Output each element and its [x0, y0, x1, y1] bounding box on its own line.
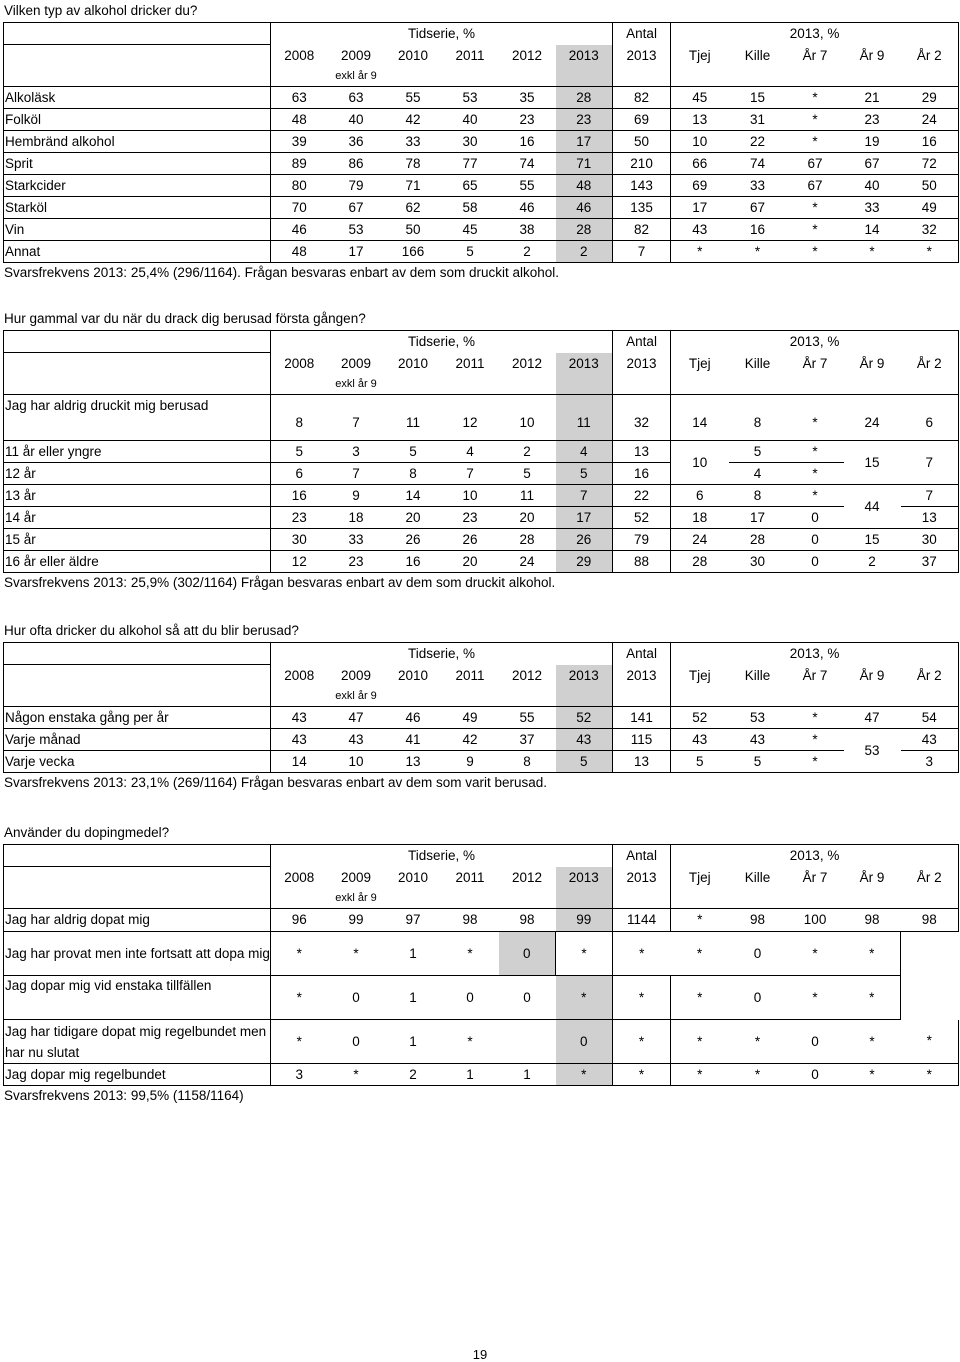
header-tidserie: Tidserie, % [271, 845, 613, 867]
merged-cell: 10 [671, 441, 729, 485]
page-number: 19 [472, 1347, 488, 1362]
year-header: 2008 [284, 869, 315, 885]
year-header: 2011 [455, 47, 485, 63]
table-row: Varje vecka 14 10 13 9 8 5 13 5 5 * 3 [4, 751, 959, 773]
header-blank [4, 67, 271, 87]
header-antal: Antal [613, 845, 671, 867]
tjej-header: Tjej [671, 45, 729, 67]
table-row: Jag har aldrig druckit mig berusad 8 7 11 12 10 11 32 14 8 * 24 6 [4, 395, 959, 441]
ar7-header: År 7 [802, 355, 828, 371]
ar2-header: År 2 [901, 867, 959, 889]
section-first-drunk-age [3, 308, 958, 593]
section-doping [3, 822, 958, 1106]
header-blank [4, 687, 271, 707]
table-row: Annat 48 17 166 5 2 2 7 * * * * * [4, 241, 959, 263]
merged-cell: 44 [844, 485, 901, 529]
year-header: 2011 [455, 667, 485, 683]
year-header: 2009 [340, 667, 372, 683]
antal-year-header: 2013 [613, 867, 671, 889]
first-drunk-age-table [3, 330, 959, 573]
table-row: Starköl 70 67 62 58 46 46 135 17 67 * 33 49 [4, 197, 959, 219]
response-rate-note: Svarsfrekvens 2013: 23,1% (269/1164) Frågan besvaras enbart av dem som varit berusad. [4, 775, 548, 790]
header-2013pct: 2013, % [671, 23, 959, 45]
response-rate-note: Svarsfrekvens 2013: 25,9% (302/1164) Frågan besvaras enbart av dem som druckit alkohol. [4, 575, 556, 590]
header-antal: Antal [613, 643, 671, 665]
year-header: 2010 [397, 667, 429, 683]
header-2013pct: 2013, % [671, 331, 959, 353]
year-header: 2013 [556, 353, 613, 375]
kille-header: Kille [744, 47, 771, 63]
doping-table [3, 844, 959, 1086]
header-blank [4, 45, 271, 67]
section-alcohol-type [3, 0, 958, 283]
year-header: 2010 [397, 47, 429, 63]
ar7-header: År 7 [802, 869, 828, 885]
year-header: 2008 [284, 355, 315, 371]
kille-header: Kille [744, 667, 771, 683]
table-row: Hembränd alkohol 39 36 33 30 16 17 50 10 22 * 19 16 [4, 131, 959, 153]
year-header: 2009 [340, 869, 372, 885]
table-row: 11 år eller yngre 5 3 5 4 2 4 13 10 5 * 15 7 [4, 441, 959, 463]
merged-cell: 15 [844, 441, 901, 485]
table-row: Folköl 48 40 42 40 23 23 69 13 31 * 23 24 [4, 109, 959, 131]
exkl-note: exkl år 9 [328, 67, 385, 87]
year-header: 2013 [556, 665, 613, 687]
exkl-note: exkl år 9 [328, 889, 385, 909]
tjej-header: Tjej [671, 867, 729, 889]
ar2-header: År 2 [901, 665, 959, 687]
header-antal: Antal [613, 23, 671, 45]
table-row: 15 år 30 33 26 26 28 26 79 24 28 0 15 30 [4, 529, 959, 551]
antal-year-header: 2013 [613, 665, 671, 687]
header-2013pct: 2013, % [671, 845, 959, 867]
table-row: Sprit 89 86 78 77 74 71 210 66 74 67 67 72 [4, 153, 959, 175]
year-header: 2012 [511, 869, 543, 885]
table-row: 16 år eller äldre 12 23 16 20 24 29 88 28 30 0 2 37 [4, 551, 959, 573]
header-blank [4, 375, 271, 395]
ar2-header: År 2 [901, 45, 959, 67]
header-blank [4, 867, 271, 889]
ar9-header: År 9 [859, 47, 885, 63]
year-header: 2010 [397, 355, 429, 371]
year-header: 2011 [455, 355, 485, 371]
ar2-header: År 2 [901, 353, 959, 375]
ar9-header: År 9 [859, 355, 885, 371]
year-header: 2008 [284, 667, 315, 683]
year-header: 2010 [397, 869, 429, 885]
exkl-note: exkl år 9 [328, 375, 385, 395]
section-title: Vilken typ av alkohol dricker du? [4, 3, 198, 18]
header-blank [4, 353, 271, 375]
response-rate-note: Svarsfrekvens 2013: 99,5% (1158/1164) [4, 1088, 244, 1103]
header-blank [4, 889, 271, 909]
drunk-frequency-table [3, 642, 959, 773]
header-blank [4, 331, 271, 353]
header-blank [4, 665, 271, 687]
table-row: 14 år 23 18 20 23 20 17 52 18 17 0 13 [4, 507, 959, 529]
table-row: Jag dopar mig vid enstaka tillfällen * 0 1 0 0 * * * 0 * * [4, 976, 959, 1020]
section-drunk-frequency [3, 620, 958, 793]
table-row: Vin 46 53 50 45 38 28 82 43 16 * 14 32 [4, 219, 959, 241]
header-tidserie: Tidserie, % [271, 331, 613, 353]
year-header: 2012 [511, 355, 543, 371]
table-row: Starkcider 80 79 71 65 55 48 143 69 33 67 40 50 [4, 175, 959, 197]
table-row: Jag har provat men inte fortsatt att dopa mig * * 1 * 0 * * * 0 * * [4, 932, 959, 976]
ar7-header: År 7 [802, 47, 828, 63]
ar7-header: År 7 [802, 667, 828, 683]
table-row: 12 år 6 7 8 7 5 5 16 4 * [4, 463, 959, 485]
year-header: 2013 [556, 867, 613, 889]
merged-cell: 53 [844, 729, 901, 773]
kille-header: Kille [744, 355, 771, 371]
ar9-header: År 9 [859, 667, 885, 683]
table-row: Alkoläsk 63 63 55 53 35 28 82 45 15 * 21 29 [4, 87, 959, 109]
header-2013pct: 2013, % [671, 643, 959, 665]
table-row: Varje månad 43 43 41 42 37 43 115 43 43 * 53 43 [4, 729, 959, 751]
table-row: Jag dopar mig regelbundet 3 * 2 1 1 * * * * 0 * * [4, 1064, 959, 1086]
section-title: Hur ofta dricker du alkohol så att du blir berusad? [4, 623, 299, 638]
header-tidserie: Tidserie, % [271, 23, 613, 45]
year-header: 2013 [556, 45, 613, 67]
antal-year-header: 2013 [613, 353, 671, 375]
table-row: Jag har tidigare dopat mig regelbundet men har nu slutat * 0 1 * 0 * * * 0 * * [4, 1020, 959, 1064]
header-blank [4, 643, 271, 665]
merged-cell-2010: 1 [385, 1020, 442, 1064]
year-header: 2011 [455, 869, 485, 885]
year-header: 2009 [340, 47, 372, 63]
year-header: 2009 [340, 355, 372, 371]
year-header: 2012 [511, 667, 543, 683]
kille-header: Kille [744, 869, 771, 885]
merged-cell: 7 [901, 441, 959, 485]
header-blank [4, 845, 271, 867]
response-rate-note: Svarsfrekvens 2013: 25,4% (296/1164). Frågan besvaras enbart av dem som druckit alkohol. [4, 265, 560, 280]
table-row: 13 år 16 9 14 10 11 7 22 6 8 * 44 7 [4, 485, 959, 507]
ar9-header: År 9 [859, 869, 885, 885]
tjej-header: Tjej [671, 353, 729, 375]
section-title: Använder du dopingmedel? [4, 825, 170, 840]
year-header: 2012 [511, 47, 543, 63]
year-header: 2008 [284, 47, 315, 63]
header-blank [4, 23, 271, 45]
table-row: Någon enstaka gång per år 43 47 46 49 55 52 141 52 53 * 47 54 [4, 707, 959, 729]
exkl-note: exkl år 9 [328, 687, 385, 707]
section-title: Hur gammal var du när du drack dig berusad första gången? [4, 311, 366, 326]
header-tidserie: Tidserie, % [271, 643, 613, 665]
header-antal: Antal [613, 331, 671, 353]
tjej-header: Tjej [671, 665, 729, 687]
antal-year-header: 2013 [613, 45, 671, 67]
alcohol-type-table [3, 22, 959, 263]
table-row: Jag har aldrig dopat mig 96 99 97 98 98 99 1144 * 98 100 98 98 [4, 909, 959, 932]
